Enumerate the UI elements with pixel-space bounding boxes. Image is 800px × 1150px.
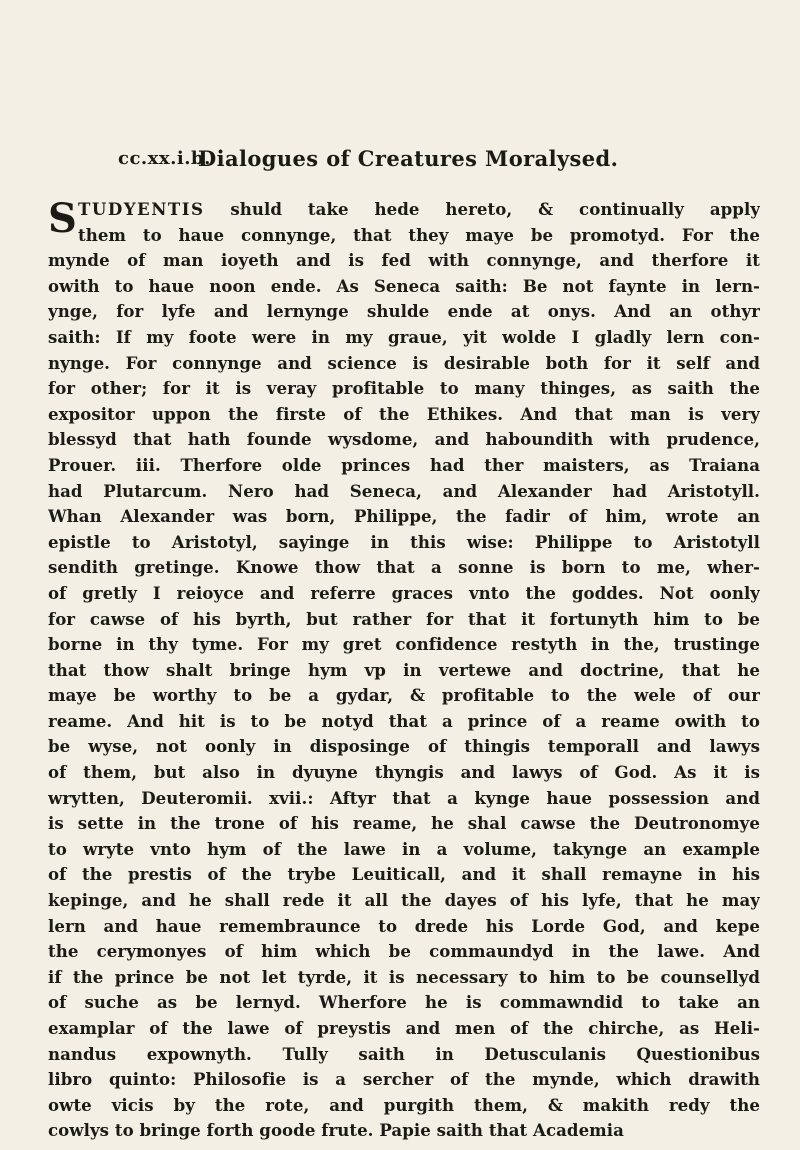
text-line: is sette in the trone of his reame, he shal cawse the Deutronomye	[48, 813, 760, 834]
text-line: epistle to Aristotyl, sayinge in this wise: Philippe to Aristotyll	[48, 531, 760, 552]
folio-number: cc.xx.i.b.	[118, 148, 211, 169]
text-line: Prouer. iii. Therfore olde princes had ther maisters, as Traiana	[48, 454, 760, 475]
text-line: owte vicis by the rote, and purgith them, & makith redy the	[48, 1094, 760, 1115]
text-line: sendith gretinge. Knowe thow that a sonne is born to me, wher-	[48, 557, 760, 578]
text-line: nynge. For connynge and science is desirable both for it self and	[48, 352, 760, 373]
text-line: kepinge, and he shall rede it all the dayes of his lyfe, that he may	[48, 890, 760, 911]
text-line: of them, but also in dyuyne thyngis and lawys of God. As it is	[48, 762, 760, 783]
text-line: saith: If my foote were in my graue, yit wolde I gladly lern con-	[48, 326, 760, 347]
text-line: for cawse of his byrth, but rather for that it fortunyth him to be	[48, 608, 760, 629]
text-line: examplar of the lawe of preystis and men of the chirche, as Heli-	[48, 1018, 760, 1038]
text-line: of the prestis of the trybe Leuiticall, and it shall remayne in his	[48, 864, 760, 885]
drop-initial: S	[48, 195, 77, 242]
text-line: borne in thy tyme. For my gret confidence restyth in the, trustinge	[48, 634, 760, 655]
text-line: the cerymonyes of him which be commaundyd in the lawe. And	[48, 941, 760, 962]
text-line: libro quinto: Philosofie is a sercher of the mynde, which drawith	[48, 1069, 760, 1090]
text-line: blessyd that hath founde wysdome, and haboundith with prudence,	[48, 429, 760, 450]
text-line: be wyse, not oonly in disposinge of thingis temporall and lawys	[48, 736, 760, 757]
text-line: to wryte vnto hym of the lawe in a volume, takynge an example	[48, 838, 760, 859]
text-line: cowlys to bringe forth goode frute. Papie saith that Academia	[48, 1120, 624, 1141]
text-line-content: shuld take hede hereto, & continually apply	[230, 199, 760, 219]
text-line: maye be worthy to be a gydar, & profitable to the wele of our	[48, 685, 760, 706]
text-line: reame. And hit is to be notyd that a prince of a reame owith to	[48, 710, 760, 731]
text-line: wrytten, Deuteromii. xvii.: Aftyr that a kynge haue possession and	[48, 787, 760, 808]
text-line: Whan Alexander was born, Philippe, the fadir of him, wrote an	[48, 506, 760, 527]
text-line: that thow shalt bringe hym vp in vertewe and doctrine, that he	[48, 659, 760, 680]
text-line: mynde of man ioyeth and is fed with connynge, and therfore it	[48, 250, 760, 271]
text-line: nandus expownyth. Tully saith in Detusculanis Questionibus	[48, 1043, 760, 1064]
running-title: Dialogues of Creatures Moralysed.	[198, 146, 619, 171]
text-line	[48, 197, 760, 223]
text-line: them to haue connynge, that they maye be promotyd. For the	[78, 224, 760, 245]
text-line: of suche as be lernyd. Wherfore he is commawndid to take an	[48, 992, 760, 1013]
text-line: for other; for it is veray profitable to many thinges, as saith the	[48, 378, 760, 399]
text-line: expositor uppon the firste of the Ethikes. And that man is very	[48, 403, 760, 424]
body-text	[48, 197, 760, 1144]
text-line: lern and haue remembraunce to drede his Lorde God, and kepe	[48, 915, 760, 936]
text-line: if the prince be not let tyrde, it is necessary to him to be counsellyd	[48, 966, 760, 987]
text-line: ynge, for lyfe and lernynge shulde ende at onys. And an othyr	[48, 301, 760, 322]
first-word: TUDYENTIS	[78, 199, 205, 219]
text-line: had Plutarcum. Nero had Seneca, and Alexander had Aristotyll.	[48, 480, 760, 501]
text-line: of gretly I reioyce and referre graces vnto the goddes. Not oonly	[48, 582, 760, 603]
text-line: owith to haue noon ende. As Seneca saith: Be not faynte in lern-	[48, 275, 760, 296]
page-header	[118, 146, 638, 176]
